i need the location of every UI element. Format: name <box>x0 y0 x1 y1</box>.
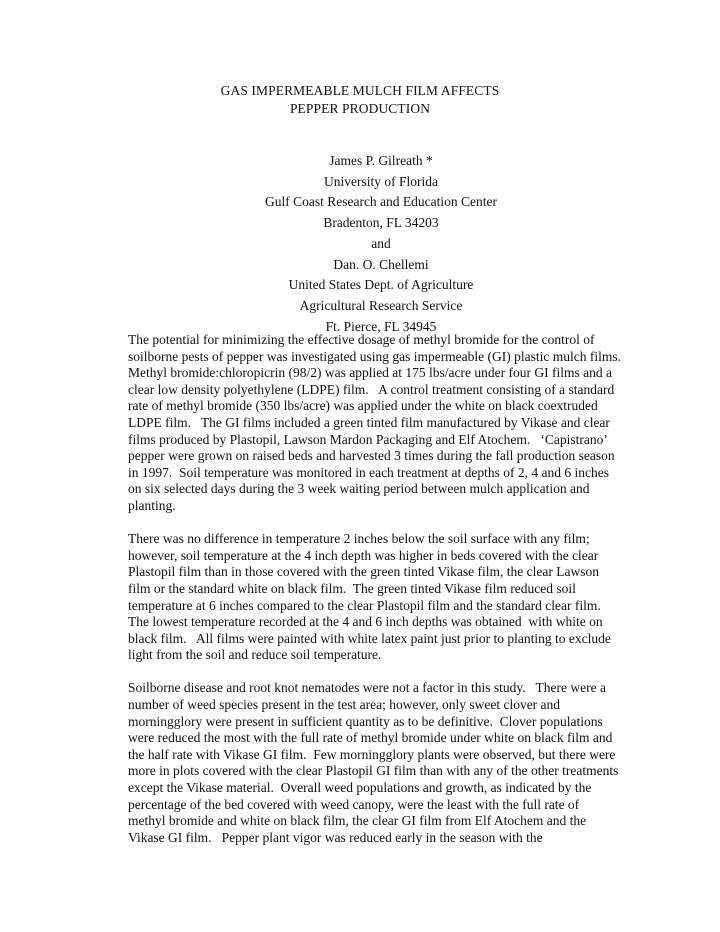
text-line: The potential for minimizing the effective dosage of methyl bromide for the control of <box>128 332 595 347</box>
text-line: There was no difference in temperature 2 inches below the soil surface with any film; <box>128 531 590 547</box>
author-line: University of Florida <box>324 173 438 189</box>
text-line: morningglory were present in sufficient quantity as to be definitive. Clover populations <box>128 713 603 729</box>
title-line-2: PEPPER PRODUCTION <box>289 101 431 116</box>
text-line: methyl bromide and white on black film, the clear GI film from Elf Atochem and the <box>128 813 587 829</box>
text-line: in 1997. Soil temperature was monitored in each treatment at depths of 2, 4 and 6 inches <box>128 464 609 480</box>
text-line: Plastopil film than in those covered with the green tinted Vikase film, the clear Lawson <box>128 564 599 580</box>
text-line: planting. <box>128 497 176 513</box>
paragraph-3 <box>128 680 648 846</box>
text-line: Soilborne disease and root knot nematodes were not a factor in this study. There were a <box>128 680 606 696</box>
title-line-1: GAS IMPERMEABLE MULCH FILM AFFECTS <box>220 83 500 98</box>
author-line: Agricultural Research Service <box>299 297 463 313</box>
author-line: James P. Gilreath * <box>329 153 433 168</box>
text-line: more in plots covered with the clear Plastopil GI film than with any of the other treatments <box>128 763 619 779</box>
author-affiliation-block <box>0 151 720 337</box>
text-line: number of weed species present in the test area; however, only sweet clover and <box>128 697 561 713</box>
text-line: film or the standard white on black film. The green tinted Vikase film reduced soil <box>128 580 576 596</box>
text-line: soilborne pests of pepper was investigated using gas impermeable (GI) plastic mulch films. <box>128 348 622 364</box>
text-line: The lowest temperature recorded at the 4 and 6 inch depths was obtained with white on <box>128 614 603 630</box>
document-title <box>0 82 720 118</box>
text-line: Vikase GI film. Pepper plant vigor was reduced early in the season with the <box>128 829 543 845</box>
text-line: Methyl bromide:chloropicrin (98/2) was applied at 175 lbs/acre under four GI films and a <box>128 365 612 381</box>
text-line: percentage of the bed covered with weed canopy, were the least with the full rate of <box>128 796 580 812</box>
text-line: on six selected days during the 3 week waiting period between mulch application and <box>128 481 590 497</box>
text-line: black film. All films were painted with white latex paint just prior to planting to exclude <box>128 630 611 646</box>
text-line: were reduced the most with the full rate of methyl bromide under white on black film and <box>128 730 613 746</box>
text-line: clear low density polyethylene (LDPE) film. A control treatment consisting of a standard <box>128 381 615 397</box>
author-line: and <box>371 235 391 251</box>
author-line: United States Dept. of Agriculture <box>288 277 474 293</box>
author-line: Dan. O. Chellemi <box>333 256 429 272</box>
author-line: Bradenton, FL 34203 <box>323 215 439 231</box>
abstract-body <box>128 332 648 863</box>
text-line: light from the soil and reduce soil temperature. <box>128 647 382 663</box>
author-line: Ft. Pierce, FL 34945 <box>325 318 437 334</box>
author-line: Gulf Coast Research and Education Center <box>264 194 498 210</box>
text-line: except the Vikase material. Overall weed populations and growth, as indicated by the <box>128 780 592 796</box>
text-line: the half rate with Vikase GI film. Few morningglory plants were observed, but there were <box>128 746 616 762</box>
paragraph-1 <box>128 332 648 515</box>
text-line: however, soil temperature at the 4 inch depth was higher in beds covered with the clear <box>128 547 599 563</box>
text-line: films produced by Plastopil, Lawson Mardon Packaging and Elf Atochem. ‘Capistrano’ <box>128 431 608 447</box>
text-line: temperature at 6 inches compared to the clear Plastopil film and the standard clear film. <box>128 597 601 613</box>
text-line: pepper were grown on raised beds and harvested 3 times during the fall production season <box>128 448 615 464</box>
paragraph-2 <box>128 531 648 664</box>
text-line: rate of methyl bromide (350 lbs/acre) was applied under the white on black coextruded <box>128 398 598 414</box>
text-line: LDPE film. The GI films included a green tinted film manufactured by Vikase and clear <box>128 414 610 430</box>
